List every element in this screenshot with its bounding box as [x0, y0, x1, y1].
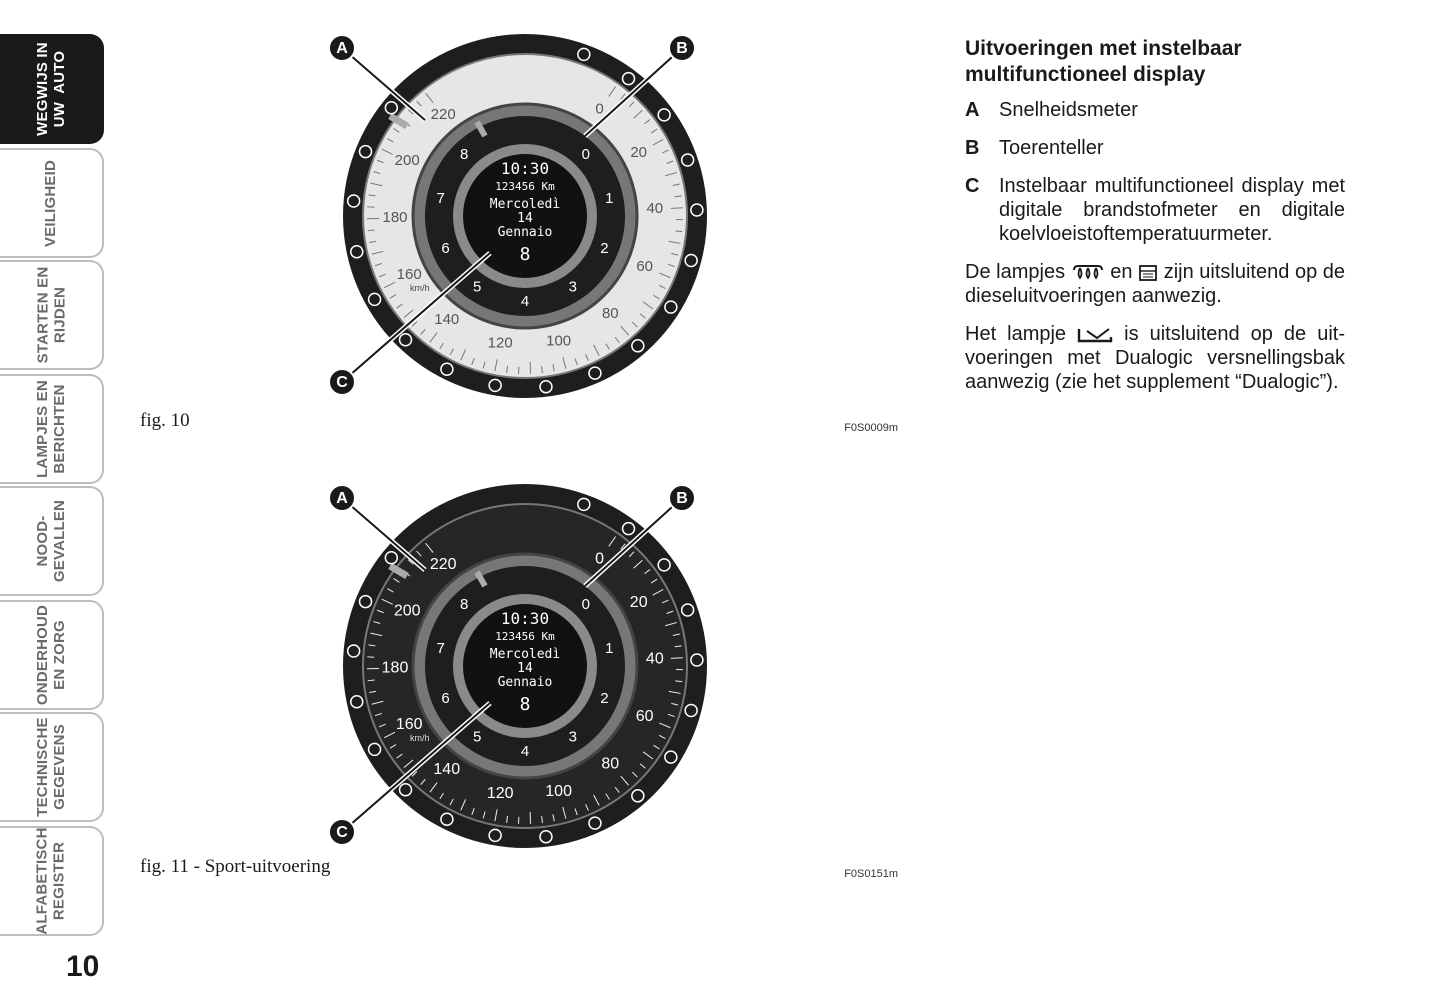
rpm-label: 2: [600, 239, 609, 257]
figure-caption: fig. 11 - Sport-uitvoering: [140, 856, 331, 877]
display-text: 8: [519, 244, 531, 265]
speed-label: 200: [394, 152, 420, 170]
speed-label: 0: [595, 100, 604, 118]
list-item: [965, 98, 1345, 122]
figure-code: F0S0151m: [844, 868, 898, 880]
callout-letter: B: [676, 40, 688, 58]
section-heading: Uitvoeringen met instelbaar multifunctioneel display: [965, 37, 1242, 86]
tab-label: NOOD- GEVALLEN: [33, 499, 68, 583]
speed-label: 40: [646, 200, 664, 218]
para-text: zijn uitsluitend op de dieseluitvoeringen aanwezig.: [965, 261, 1346, 307]
speed-tick: [675, 681, 682, 682]
speed-unit: km/h: [410, 733, 430, 743]
rpm-label: 0: [581, 596, 590, 614]
instrument-cluster-diagram: [130, 28, 910, 408]
speed-label: 120: [486, 784, 514, 802]
rpm-label: 5: [473, 278, 482, 296]
tab-3[interactable]: [0, 374, 104, 484]
speed-label: 160: [395, 716, 423, 734]
speed-label: 200: [393, 602, 421, 620]
paragraph-dualogic: [965, 322, 1345, 394]
rpm-label: 8: [460, 146, 469, 164]
speed-label: 60: [636, 257, 654, 275]
speed-tick: [671, 208, 683, 209]
tab-label: ALFABETISCH REGISTER: [34, 827, 69, 935]
display-text: Mercoledì: [489, 647, 561, 662]
callout-letter: C: [336, 824, 348, 842]
rpm-label: 3: [568, 728, 577, 746]
display-text: 10:30: [500, 159, 550, 178]
speed-label: 100: [546, 332, 572, 350]
speed-label: 220: [430, 105, 456, 123]
tab-5[interactable]: [0, 600, 104, 710]
speed-label: 140: [434, 310, 460, 328]
speed-label: 80: [601, 305, 619, 323]
speed-label: 120: [487, 334, 513, 352]
list-item: [965, 174, 1345, 246]
callout-letter: B: [676, 490, 688, 508]
item-text: Toerenteller: [999, 137, 1104, 159]
speed-label: 80: [601, 755, 620, 773]
tab-label: WEGWIJS IN UW AUTO: [33, 42, 68, 136]
speed-label: 100: [545, 782, 572, 800]
speed-label: 20: [630, 143, 648, 161]
rpm-label: 4: [520, 292, 530, 310]
list-item: [965, 136, 1345, 160]
rpm-label: 7: [436, 640, 445, 658]
speed-label: 180: [381, 659, 409, 677]
figure-11: [130, 478, 910, 898]
display-text: Gennaio: [497, 225, 553, 240]
callout-letter: A: [336, 40, 348, 58]
display-text: 123456 Km: [495, 630, 555, 643]
rpm-label: 1: [605, 640, 614, 658]
tab-label: VEILIGHEID: [42, 159, 60, 247]
speed-label: 60: [635, 708, 654, 726]
rpm-label: 0: [581, 146, 590, 164]
tab-7[interactable]: [0, 826, 104, 936]
rpm-label: 6: [441, 239, 450, 257]
display-text: 10:30: [500, 609, 550, 628]
speed-label: 220: [429, 556, 457, 574]
speed-label: 40: [645, 650, 664, 668]
tab-6[interactable]: [0, 712, 104, 822]
speed-tick: [671, 658, 683, 659]
speed-tick: [368, 680, 375, 681]
callout-letter: C: [336, 374, 348, 392]
tab-label: STARTEN EN RIJDEN: [33, 266, 68, 364]
display-text: 14: [517, 211, 533, 226]
tab-4[interactable]: [0, 486, 104, 596]
item-letter: C: [965, 175, 980, 197]
tab-label: ONDERHOUD EN ZORG: [33, 604, 68, 706]
figure-caption: fig. 10: [140, 410, 190, 431]
rpm-label: 5: [473, 728, 482, 746]
figure-code: F0S0009m: [844, 422, 898, 434]
para-text: is uitsluitend op de uitvoeringen met Dualogic versnellingsbak aanwezig (zie het supplement “Dualogic”).: [965, 323, 1345, 393]
text-column: [965, 36, 1345, 408]
rpm-label: 3: [568, 278, 577, 296]
speed-tick: [675, 231, 682, 232]
item-text: Instelbaar multifunctioneel display met digitale brandstofmeter en digitale koelvloeistoftemperatuurmeter.: [999, 175, 1345, 245]
display-text: 8: [519, 694, 531, 715]
rpm-label: 8: [460, 596, 469, 614]
item-text: Snelheidsmeter: [999, 99, 1138, 121]
tab-label: LAMPJES EN BERICHTEN: [33, 380, 68, 478]
display-text: 14: [517, 661, 533, 676]
speed-tick: [368, 230, 375, 231]
item-letter: B: [965, 137, 980, 159]
tab-1[interactable]: [0, 148, 104, 258]
display-text: 123456 Km: [495, 180, 555, 193]
glow-plug-icon: [1071, 264, 1105, 282]
rpm-label: 4: [520, 742, 530, 760]
paragraph-diesel-lamps: [965, 260, 1345, 308]
para-text: Het lampje: [965, 323, 1067, 345]
dualogic-icon: [1077, 326, 1113, 344]
diesel-filter-icon: [1138, 264, 1158, 282]
speed-unit: km/h: [410, 283, 430, 293]
speed-label: 140: [433, 761, 461, 779]
tab-label: TECHNISCHE GEGEVENS: [33, 717, 68, 817]
para-text: De lampjes: [965, 261, 1066, 283]
rpm-label: 6: [441, 689, 450, 707]
para-text: en: [1110, 261, 1133, 283]
figure-10: [130, 28, 910, 448]
speed-label: 20: [629, 594, 648, 612]
display-text: Mercoledì: [489, 197, 561, 212]
tab-0[interactable]: [0, 34, 104, 144]
speed-label: 160: [396, 265, 422, 283]
callout-letter: A: [336, 490, 348, 508]
instrument-cluster-sport-diagram: [130, 478, 910, 858]
rpm-label: 7: [436, 190, 445, 208]
tab-2[interactable]: [0, 260, 104, 370]
speed-label: 0: [595, 550, 605, 568]
item-letter: A: [965, 99, 980, 121]
display-text: Gennaio: [497, 675, 553, 690]
rpm-label: 1: [605, 190, 614, 208]
speed-label: 180: [382, 209, 408, 227]
page-number: 10: [66, 950, 100, 983]
rpm-label: 2: [600, 689, 609, 707]
